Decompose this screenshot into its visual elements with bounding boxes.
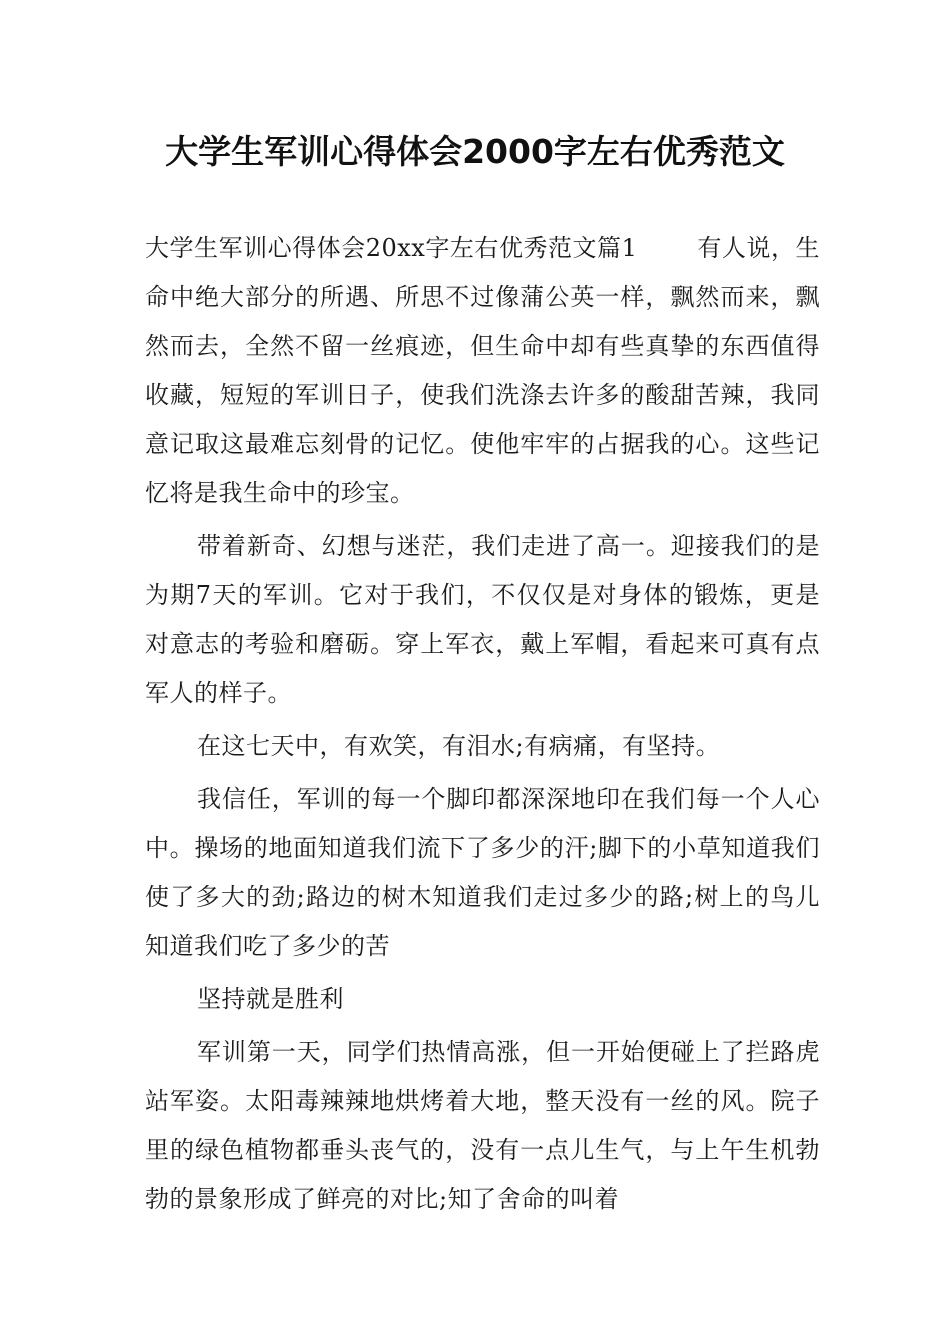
paragraph-2: 带着新奇、幻想与迷茫，我们走进了高一。迎接我们的是为期7天的军训。它对于我们，不仅仅是对身体的锻炼，更是对意志的考验和磨砺。穿上军衣，戴上军帽，看起来可真有点军人的样子。	[145, 532, 820, 707]
section-heading: 大学生军训心得体会20xx字左右优秀范文篇1	[145, 234, 638, 262]
page-title: 大学生军训心得体会2000字左右优秀范文	[165, 132, 785, 171]
paragraph-6: 军训第一天，同学们热情高涨，但一开始便碰上了拦路虎站军姿。太阳毒辣辣地烘烤着大地，整天没有一丝的风。院子里的绿色植物都垂头丧气的，没有一点儿生气，与上午生机勃勃的景象形成了鲜亮的对比;知了舍命的叫着	[145, 1038, 820, 1213]
paragraph-3: 在这七天中，有欢笑，有泪水;有病痛，有坚持。	[197, 732, 721, 760]
paragraph-text: 有人说，生命中绝大部分的所遇、所思不过像蒲公英一样，飘然而来，飘然而去，全然不留一丝痕迹，但生命中却有些真挚的东西值得收藏，短短的军训日子，使我们洗涤去许多的酸甜苦辣，我同意记取这最难忘刻骨的记忆。使他牢牢的占据我的心。这些记忆将是我生命中的珍宝。	[145, 234, 820, 507]
paragraph-4: 我信任，军训的每一个脚印都深深地印在我们每一个人心中。操场的地面知道我们流下了多少的汗;脚下的小草知道我们使了多大的劲;路边的树木知道我们走过多少的路;树上的鸟儿知道我们吃了多少的苦	[145, 785, 820, 960]
paragraph-5: 坚持就是胜利	[197, 985, 344, 1013]
paragraph-1	[145, 224, 820, 518]
document-body	[145, 224, 820, 1228]
